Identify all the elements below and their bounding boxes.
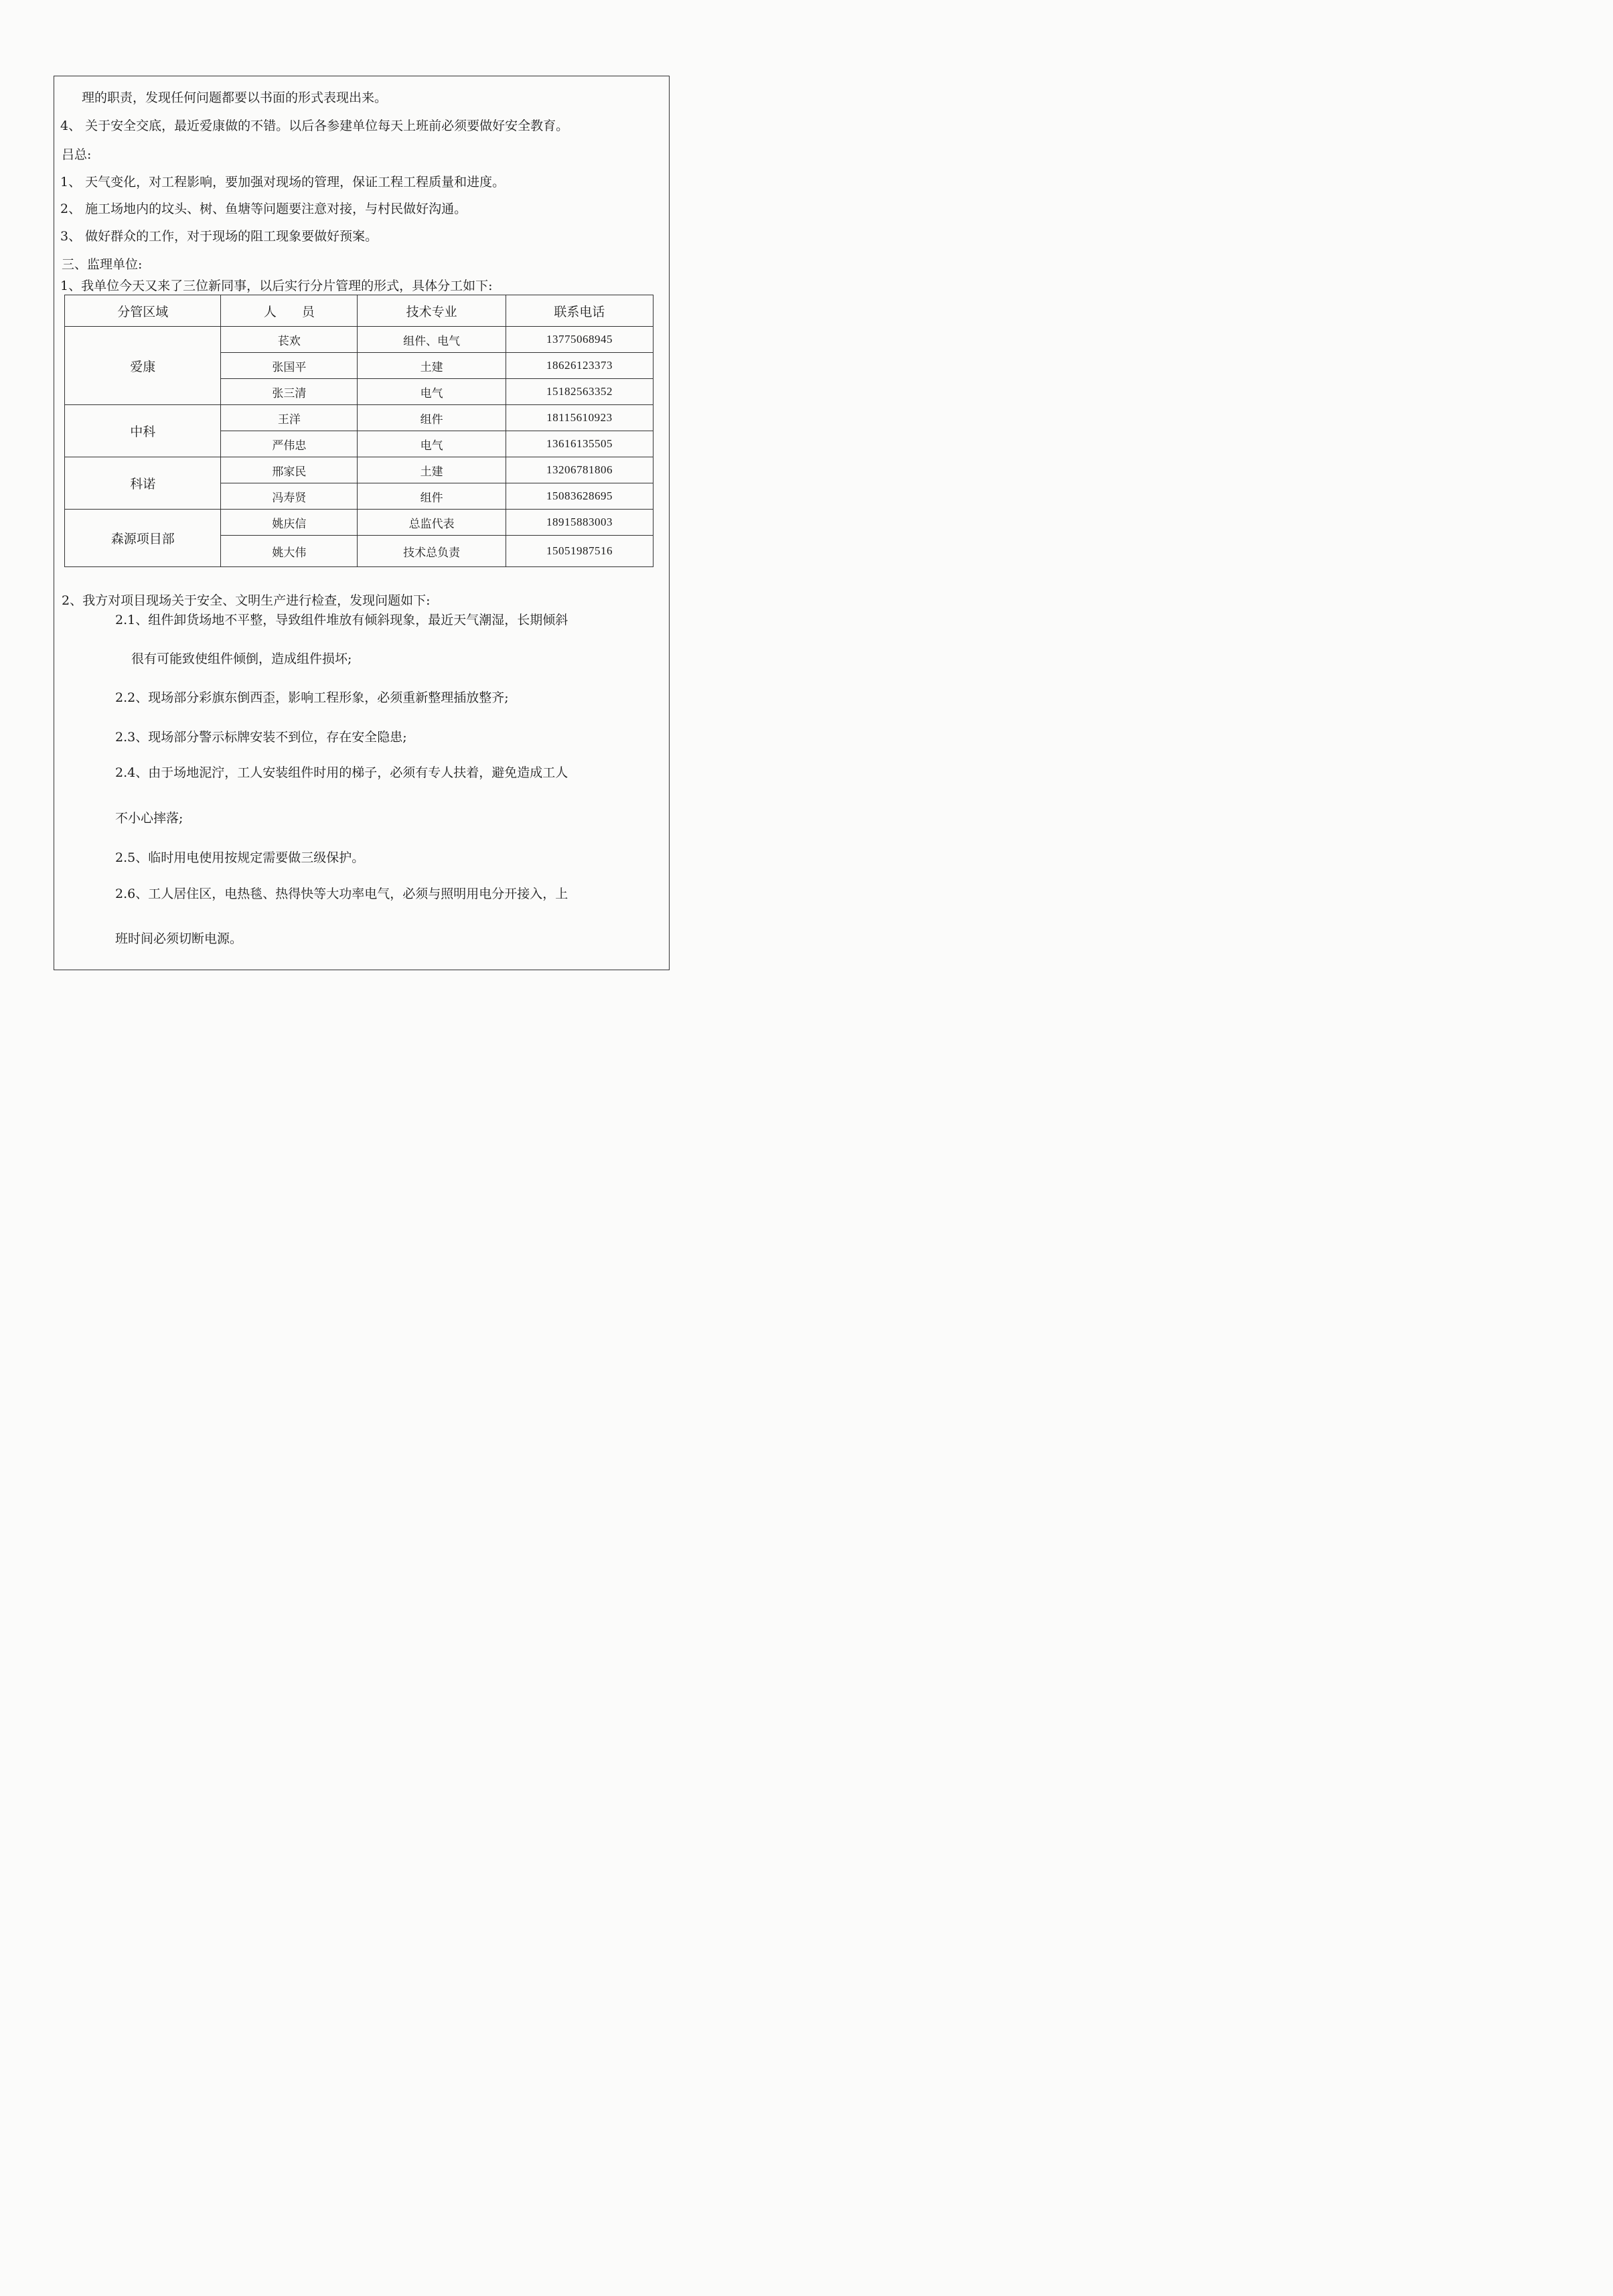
name-cell: 王洋 (221, 405, 358, 431)
name-cell: 张国平 (221, 353, 358, 379)
major-cell: 组件 (358, 483, 506, 510)
text-line: 4、 关于安全交底，最近爱康做的不错。以后各参建单位每天上班前必须要做好安全教育。 (60, 119, 569, 133)
text-line: 2.4、由于场地泥泞，工人安装组件时用的梯子，必须有专人扶着，避免造成工人 (115, 765, 568, 780)
table-row (65, 405, 654, 431)
text-line: 很有可能致使组件倾倒，造成组件损坏; (131, 652, 352, 666)
name-cell: 邢家民 (221, 457, 358, 483)
text-line: 2.6、工人居住区，电热毯、热得快等大功率电气，必须与照明用电分开接入，上 (115, 887, 568, 901)
column-header: 技术专业 (358, 295, 506, 327)
phone-cell: 13206781806 (506, 457, 653, 483)
phone-cell: 15051987516 (506, 536, 653, 567)
table-header-row (65, 295, 654, 327)
major-cell: 组件 (358, 405, 506, 431)
name-cell: 张三清 (221, 379, 358, 405)
text-line: 3、 做好群众的工作，对于现场的阻工现象要做好预案。 (60, 229, 378, 244)
major-cell: 总监代表 (358, 510, 506, 536)
text-line: 2.2、现场部分彩旗东倒西歪，影响工程形象，必须重新整理插放整齐; (115, 690, 509, 705)
name-cell: 苌欢 (221, 327, 358, 353)
area-cell: 科诺 (65, 457, 221, 510)
table-row (65, 510, 654, 536)
text-line: 1、我单位今天又来了三位新同事，以后实行分片管理的形式，具体分工如下: (60, 279, 493, 293)
name-cell: 姚庆信 (221, 510, 358, 536)
text-line: 理的职责，发现任何问题都要以书面的形式表现出来。 (82, 90, 388, 105)
column-header: 分管区域 (65, 295, 221, 327)
phone-cell: 15182563352 (506, 379, 653, 405)
staff-assignment-table (64, 295, 654, 567)
name-cell: 姚大伟 (221, 536, 358, 567)
text-line: 2.1、组件卸货场地不平整，导致组件堆放有倾斜现象，最近天气潮湿，长期倾斜 (115, 613, 568, 627)
name-cell: 严伟忠 (221, 431, 358, 457)
phone-cell: 13775068945 (506, 327, 653, 353)
phone-cell: 18626123373 (506, 353, 653, 379)
major-cell: 土建 (358, 457, 506, 483)
phone-cell: 18115610923 (506, 405, 653, 431)
column-header: 联系电话 (506, 295, 653, 327)
text-line: 2、我方对项目现场关于安全、文明生产进行检查，发现问题如下: (62, 593, 431, 608)
major-cell: 电气 (358, 431, 506, 457)
phone-cell: 13616135505 (506, 431, 653, 457)
text-line: 2.5、临时用电使用按规定需要做三级保护。 (115, 850, 365, 865)
text-line: 1、 天气变化，对工程影响，要加强对现场的管理，保证工程工程质量和进度。 (60, 175, 506, 189)
name-cell: 冯寿贤 (221, 483, 358, 510)
area-cell: 中科 (65, 405, 221, 457)
text-line: 吕总: (62, 147, 92, 162)
major-cell: 组件、电气 (358, 327, 506, 353)
text-line: 2.3、现场部分警示标牌安装不到位，存在安全隐患; (115, 730, 407, 745)
area-cell: 爱康 (65, 327, 221, 405)
section-heading: 三、监理单位: (62, 257, 143, 272)
text-line: 2、 施工场地内的坟头、树、鱼塘等问题要注意对接，与村民做好沟通。 (60, 202, 467, 216)
phone-cell: 15083628695 (506, 483, 653, 510)
table-row (65, 457, 654, 483)
major-cell: 土建 (358, 353, 506, 379)
major-cell: 技术总负责 (358, 536, 506, 567)
text-line: 班时间必须切断电源。 (115, 931, 243, 946)
major-cell: 电气 (358, 379, 506, 405)
table-row (65, 327, 654, 353)
phone-cell: 18915883003 (506, 510, 653, 536)
column-header: 人 员 (221, 295, 358, 327)
area-cell: 森源项目部 (65, 510, 221, 567)
text-line: 不小心摔落; (115, 811, 183, 826)
